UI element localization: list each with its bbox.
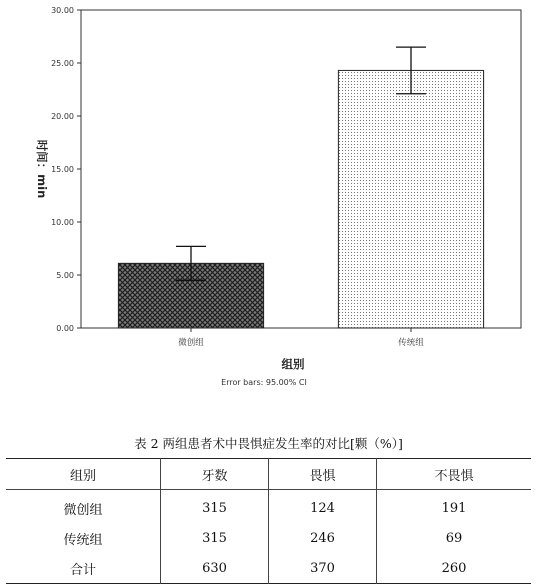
y-axis-label: 时间：min [35,139,49,199]
bars [118,47,483,328]
header-fear: 畏惧 [268,459,376,490]
table-cell: 260 [376,553,531,584]
table-cell: 124 [268,490,376,524]
table-cell: 69 [376,523,531,553]
table-row [6,523,531,553]
header-group: 组别 [69,468,96,484]
error-bars-footnote: Error bars: 95.00% CI [221,378,307,387]
header-teeth: 牙数 [161,459,269,490]
y-axis [51,6,81,333]
table-cell: 191 [376,490,531,524]
table-caption: 表 2 两组患者术中畏惧症发生率的对比[颗（%）] [134,436,403,451]
y-tick-label: 25.00 [51,59,74,68]
y-tick-label: 10.00 [51,218,74,227]
y-tick-label: 15.00 [51,165,74,174]
x-axis [178,328,424,348]
y-tick-label: 0.00 [56,324,74,333]
table-cell: 合计 [69,562,96,578]
bar [338,70,483,328]
table-cell: 370 [268,553,376,584]
table-row [6,490,531,524]
header-no-fear: 不畏惧 [376,459,531,490]
table-cell: 315 [161,523,269,553]
table-header-row [6,459,531,490]
table-cell: 微创组 [63,502,103,518]
table-row [6,553,531,584]
table-cell: 315 [161,490,269,524]
table-cell: 246 [268,523,376,553]
y-tick-label: 20.00 [51,112,74,121]
x-tick-label: 微创组 [178,338,204,348]
table-cell: 传统组 [63,532,103,548]
y-tick-label: 30.00 [51,6,74,15]
x-axis-label: 组别 [281,357,305,371]
table-cell: 630 [161,553,269,584]
x-tick-label: 传统组 [398,338,424,348]
comparison-table [6,458,531,584]
y-tick-label: 5.00 [56,271,74,280]
